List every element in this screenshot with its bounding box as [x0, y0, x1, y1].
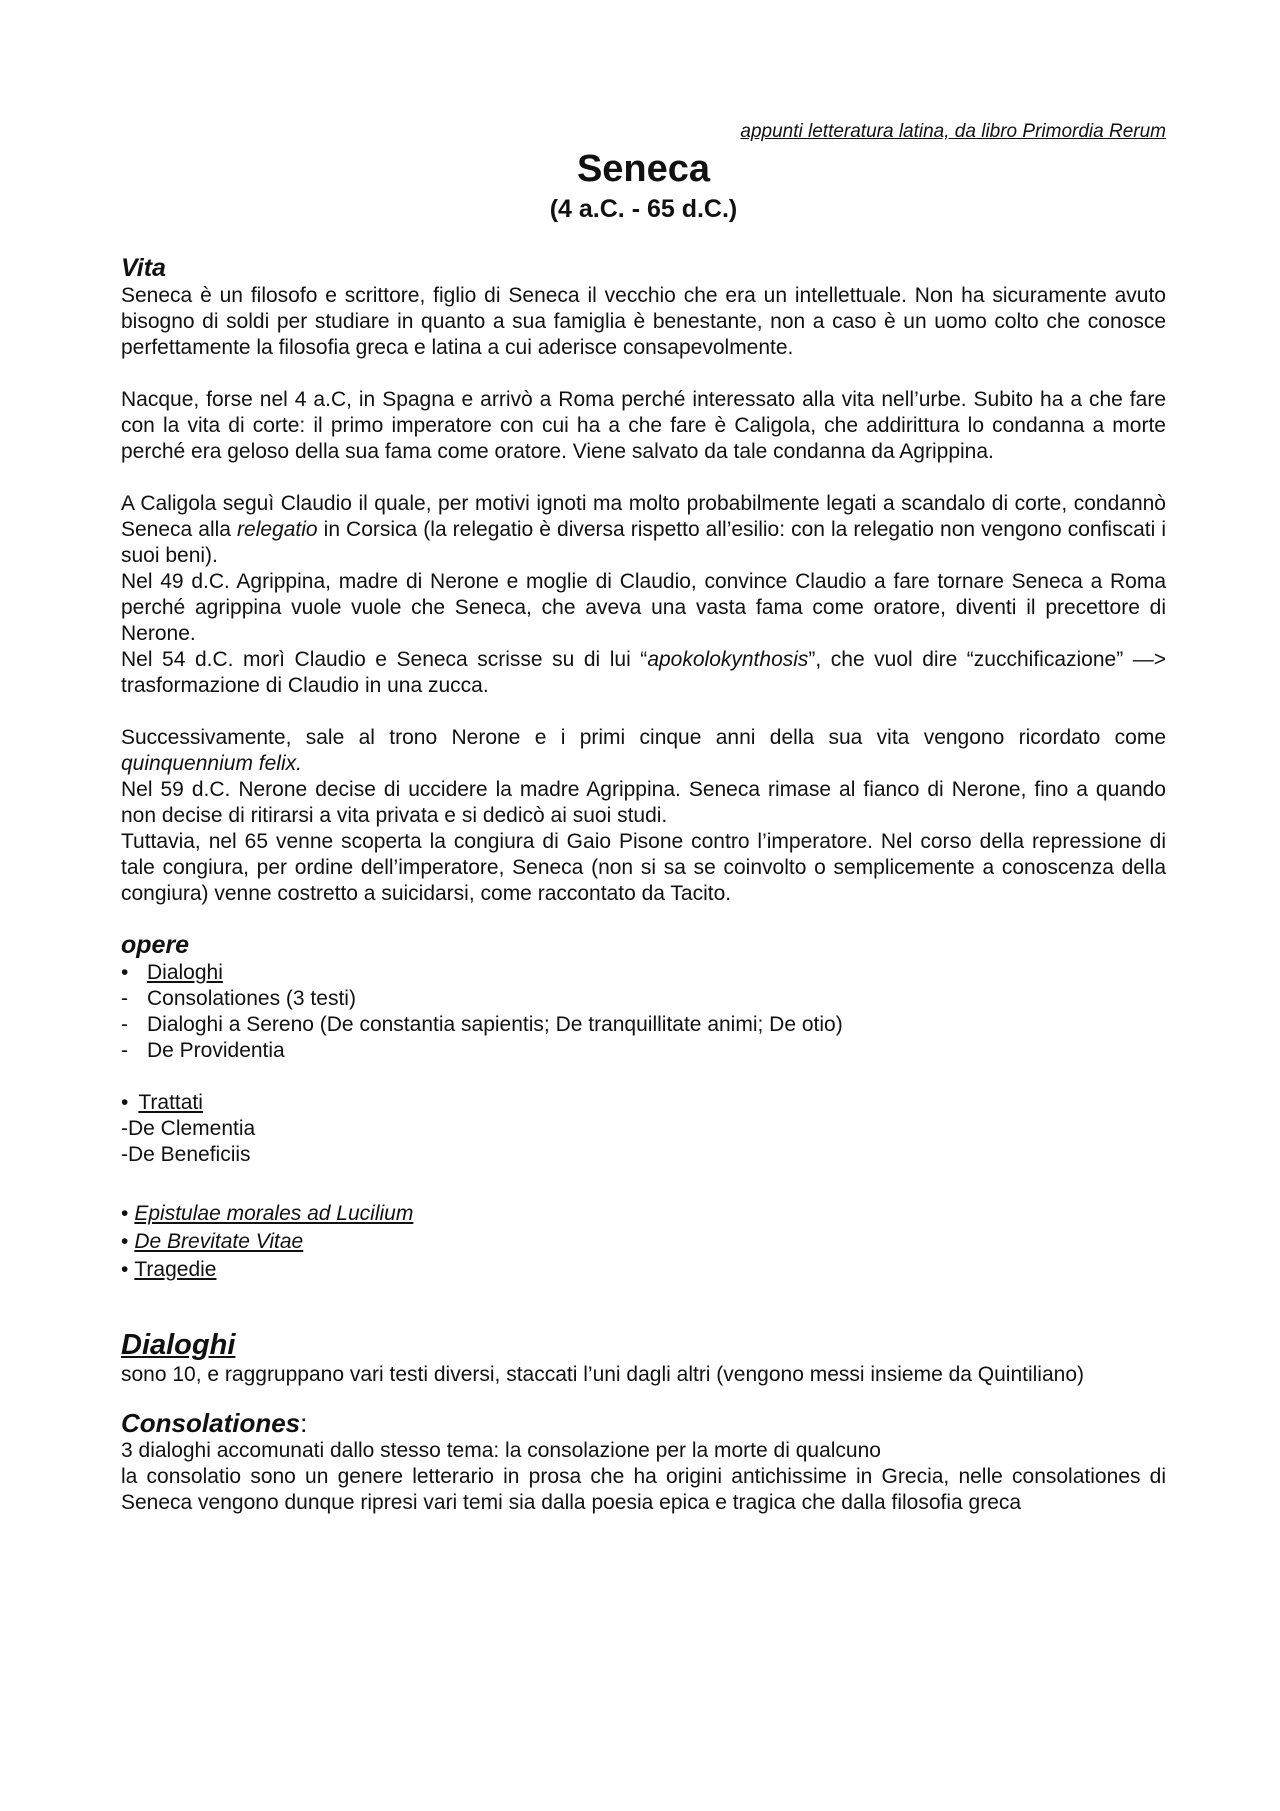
dialoghi-section-heading: Dialoghi — [121, 1329, 236, 1361]
vita-paragraph-2: Nacque, forse nel 4 a.C, in Spagna e arrivò a Roma perché interessato alla vita nell’urbe. Subito ha a che fare con la vita di corte: il primo imperatore con cui ha a che fare è Caligola, che addirittura lo condanna a morte perché era geloso della sua fama come oratore. Viene salvato da tale condanna da Agrippina. — [121, 388, 1166, 463]
vita-paragraph-8: Tuttavia, nel 65 venne scoperta la congiura di Gaio Pisone contro l’imperatore. Nel corso della repressione di tale congiura, per ordine dell’imperatore, Seneca (non si sa se coinvolto o semplicemente a conoscenza della congiura) venne costretto a suicidarsi, come raccontato da Tacito. — [121, 830, 1166, 905]
list-item — [121, 986, 1166, 1012]
vita-paragraph-3 — [121, 491, 1166, 569]
opere-dialoghi-list — [121, 960, 1166, 1064]
consolationes-section-heading — [121, 1408, 1166, 1438]
list-item — [121, 1256, 1166, 1284]
vita-heading: Vita — [121, 254, 166, 282]
dash-marker: - — [121, 1013, 128, 1036]
dialoghi-section-text: sono 10, e raggruppano vari testi diversi, staccati l’uni dagli altri (vengono messi insieme da Quintiliano) — [121, 1363, 1084, 1386]
bullet-marker: • — [121, 1258, 129, 1281]
list-item — [121, 1038, 1166, 1064]
vita-p6-emphasis: quinquennium felix. — [121, 752, 302, 775]
opere-dialoghi-item: De Providentia — [147, 1039, 285, 1062]
opere-epistulae-label: Epistulae morales ad Lucilium — [134, 1202, 414, 1225]
vita-p6-text-a: Successivamente, sale al trono Nerone e i primi cinque anni della sua vita vengono ricordato come — [121, 726, 1166, 749]
page-subtitle-dates: (4 a.C. - 65 d.C.) — [549, 195, 738, 223]
vita-paragraph-1: Seneca è un filosofo e scrittore, figlio di Seneca il vecchio che era un intellettuale. Non ha sicuramente avuto bisogno di soldi per studiare in quanto a sua famiglia è benestante, non a caso è un uomo colto che conosce perfettamente la filosofia greca e latina a cui aderisce consapevolmente. — [121, 284, 1166, 359]
opere-tragedie-label: Tragedie — [134, 1258, 217, 1281]
bullet-marker: • — [121, 961, 129, 984]
vita-p3-text-b: in Corsica (la relegatio è diversa rispetto all’esilio: con la relegatio non vengono confiscati i suoi beni). — [121, 518, 1166, 567]
list-item — [121, 1228, 1166, 1256]
list-item — [121, 1012, 1166, 1038]
vita-paragraph-6 — [121, 725, 1166, 777]
list-item — [121, 1200, 1166, 1228]
vita-p3-emphasis: relegatio — [237, 518, 318, 541]
opere-brevitate-label: De Brevitate Vitae — [134, 1230, 304, 1253]
list-item: -De Beneficiis — [121, 1143, 251, 1166]
list-item — [121, 960, 1166, 986]
vita-p5-emphasis: apokolokynthosis — [647, 648, 809, 671]
bullet-marker: • — [121, 1202, 129, 1225]
bullet-marker: • — [121, 1091, 129, 1114]
bullet-marker: • — [121, 1230, 129, 1253]
consolationes-text: la consolatio sono un genere letterario in prosa che ha origini antichissime in Grecia, nelle consolationes di Seneca vengono dunque ripresi vari temi sia dalla poesia epica e tragica che dalla filosofia greca — [121, 1465, 1166, 1514]
opere-trattati-label: Trattati — [138, 1091, 203, 1114]
page-title: Seneca — [576, 148, 711, 190]
dash-marker: - — [121, 987, 128, 1010]
opere-heading: opere — [121, 931, 190, 959]
vita-paragraph-4: Nel 49 d.C. Agrippina, madre di Nerone e moglie di Claudio, convince Claudio a fare tornare Seneca a Roma perché agrippina vuole vuole che Seneca, che aveva una vasta fama come oratore, diventi il precettore di Nerone. — [121, 570, 1166, 645]
opere-other-list — [121, 1200, 1166, 1284]
opere-trattati-list — [121, 1090, 1166, 1168]
list-item: -De Clementia — [121, 1117, 256, 1140]
vita-paragraph-7: Nel 59 d.C. Nerone decise di uccidere la madre Agrippina. Seneca rimase al fianco di Nerone, fino a quando non decise di ritirarsi a vita privata e si dedicò ai suoi studi. — [121, 778, 1166, 827]
vita-p5-text-b: ”, che vuol dire “zucchificazione” —> trasformazione di Claudio in una zucca. — [121, 648, 1167, 697]
opere-dialoghi-item: Dialoghi a Sereno (De constantia sapientis; De tranquillitate animi; De otio) — [147, 1013, 843, 1036]
opere-dialoghi-label: Dialoghi — [147, 961, 223, 984]
consolationes-heading-text: Consolationes — [121, 1408, 301, 1438]
consolationes-line-1: 3 dialoghi accomunati dallo stesso tema: la consolazione per la morte di qualcuno — [121, 1439, 881, 1462]
list-item — [121, 1090, 1166, 1116]
vita-p3-text-a: A Caligola seguì Claudio il quale, per motivi ignoti ma molto probabilmente legati a scandalo di corte, condannò Seneca alla — [121, 492, 1166, 541]
dash-marker: - — [121, 1039, 128, 1062]
vita-p5-text-a: Nel 54 d.C. morì Claudio e Seneca scrisse su di lui “ — [121, 648, 648, 671]
vita-paragraph-5 — [121, 647, 1166, 699]
header-note: appunti letteratura latina, da libro Primordia Rerum — [740, 121, 1166, 142]
opere-dialoghi-item: Consolationes (3 testi) — [147, 987, 356, 1010]
consolationes-heading-colon: : — [300, 1408, 308, 1438]
